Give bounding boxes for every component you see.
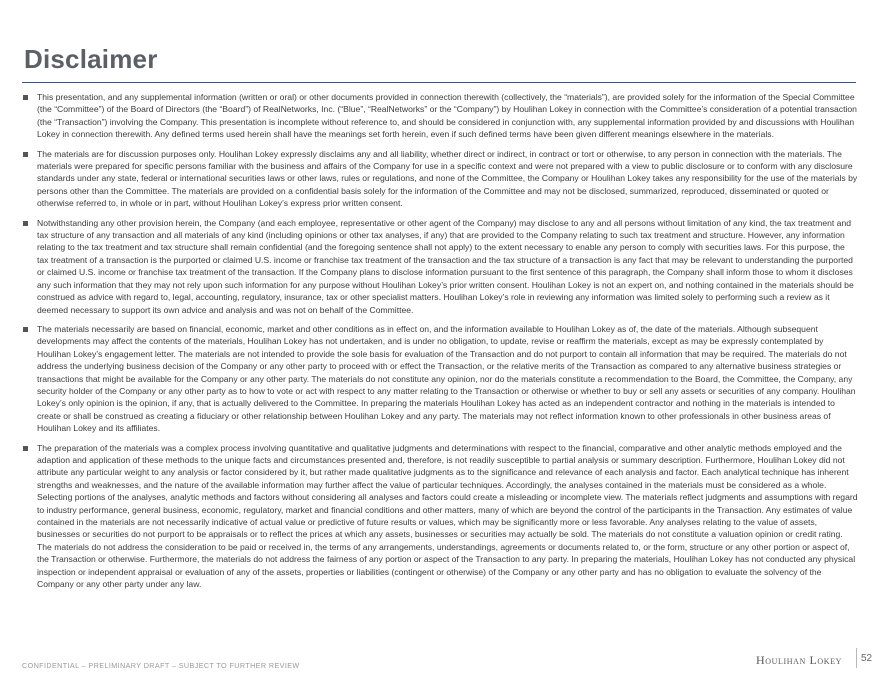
square-bullet-icon	[23, 152, 28, 157]
paragraph-text: Notwithstanding any other provision herein, the Company (and each employee, representative or other agent of the Company) may disclose to any and all persons without limitation of any kind, the tax treatment and tax structure of any transaction and all materials of any kind (including opinions or other tax analyses, if any) that are provided to the Company relating to such tax treatment and structure. However, any information relating to the tax treatment and tax structure shall remain confidential (and the foregoing sentence shall not apply) to the extent necessary to enable any person to comply with securities laws. For this purpose, the tax treatment of a transaction is the purported or claimed U.S. income or franchise tax treatment of the transaction and the tax structure of a transaction is any fact that may be relevant to understanding the purported or claimed U.S. income or franchise tax treatment of the transaction. If the Company plans to disclose information pursuant to the first sentence of this paragraph, the Company shall inform those to whom it discloses any such information that they may not rely upon such information for any purpose without Houlihan Lokey’s prior written consent. Houlihan Lokey is not an expert on, and nothing contained in the materials should be construed as advice with regard to, legal, accounting, regulatory, insurance, tax or other specialist matters. Houlihan Lokey’s role in reviewing any information was limited solely to performing such a review as it deemed necessary to support its own advice and analysis and was not on behalf of the Committee.	[37, 217, 854, 315]
disclaimer-paragraph	[22, 217, 858, 316]
disclaimer-body	[22, 91, 858, 597]
confidential-notice: CONFIDENTIAL – PRELIMINARY DRAFT – SUBJECT TO FURTHER REVIEW	[22, 661, 300, 670]
page-number: 52	[861, 653, 873, 664]
footer-divider	[856, 648, 857, 668]
square-bullet-icon	[23, 221, 28, 226]
disclaimer-paragraph	[22, 91, 858, 141]
page-title: Disclaimer	[24, 44, 158, 74]
disclaimer-paragraph	[22, 148, 858, 210]
company-logo: Houlihan Lokey	[756, 653, 843, 667]
square-bullet-icon	[23, 327, 28, 332]
paragraph-text: This presentation, and any supplemental information (written or oral) or other documents provided in connection therewith (collectively, the “materials”), are provided solely for the information of the Special Committee (the “Committee”) of the Board of Directors (the “Board”) of RealNetworks, Inc. (“Blue”, “RealNetworks” or the “Company”) by Houlihan Lokey in connection with the Committee’s consideration of a potential transaction (the “Transaction”) involving the Company. This presentation is incomplete without reference to, and should be considered in conjunction with, any supplemental information provided by and discussions with Houlihan Lokey in connection therewith. Any defined terms used herein shall have the meanings set forth herein, even if such defined terms have been given different meanings elsewhere in the materials.	[37, 92, 857, 140]
paragraph-text: The materials necessarily are based on financial, economic, market and other conditions as in effect on, and the information available to Houlihan Lokey as of, the date of the materials. Although subsequent developments may affect the contents of the materials, Houlihan Lokey has not undertaken, and is under no obligation, to update, revise or reaffirm the materials, except as may be expressly contemplated by Houlihan Lokey’s engagement letter. The materials are not intended to provide the sole basis for evaluation of the Transaction and do not purport to contain all information that may be required. The materials do not address the underlying business decision of the Company or any other party to proceed with or effect the Transaction, or the relative merits of the Transaction as compared to any alternative business strategies or transactions that might be available for the Company or any other party. The materials do not constitute any opinion, nor do the materials constitute a recommendation to the Board, the Committee, the Company, any security holder of the Company or any other party as to how to vote or act with respect to any matter relating to the Transaction or otherwise or whether to buy or sell any assets or securities of any company. Houlihan Lokey’s only opinion is the opinion, if any, that is actually delivered to the Committee. In preparing the materials Houlihan Lokey has acted as an independent contractor and nothing in the materials is intended to create or shall be construed as creating a fiduciary or other relationship between Houlihan Lokey and any party. The materials may not reflect information known to other professionals in other business areas of Houlihan Lokey and its affiliates.	[37, 323, 856, 434]
paragraph-text: The preparation of the materials was a complex process involving quantitative and qualitative judgments and determinations with respect to the financial, comparative and other analytic methods employed and the adaption and application of these methods to the unique facts and circumstances presented and, therefore, is not readily susceptible to partial analysis or summary description. Furthermore, Houlihan Lokey did not attribute any particular weight to any analysis or factor considered by it, but rather made qualitative judgments as to the significance and relevance of each analysis and factor. Each analytical technique has inherent strengths and weaknesses, and the nature of the available information may further affect the value of particular techniques. Accordingly, the analyses contained in the materials must be considered as a whole. Selecting portions of the analyses, analytic methods and factors without considering all analyses and factors could create a misleading or incomplete view. The materials reflect judgments and assumptions with regard to industry performance, general business, economic, regulatory, market and financial conditions and other matters, many of which are beyond the control of the participants in the Transaction. Any estimates of value contained in the materials are not necessarily indicative of actual value or predictive of future results or values, which may be significantly more or less favorable. Any analyses relating to the value of assets, businesses or securities do not purport to be appraisals or to reflect the prices at which any assets, businesses or securities may actually be sold. The materials do not constitute a valuation opinion or credit rating. The materials do not address the consideration to be paid or received in, the terms of any arrangements, understandings, agreements or documents related to, or the form, structure or any other portion or aspect of, the Transaction or otherwise. Furthermore, the materials do not address the fairness of any portion or aspect of the Transaction to any party. In preparing the materials, Houlihan Lokey has not conducted any physical inspection or independent appraisal or evaluation of any of the assets, properties or liabilities (contingent or otherwise) of the Company or any other party and has no obligation to evaluate the solvency of the Company or any other party under any law.	[37, 442, 858, 590]
disclaimer-paragraph	[22, 442, 858, 591]
paragraph-text: The materials are for discussion purposes only. Houlihan Lokey expressly disclaims any and all liability, whether direct or indirect, in contract or tort or otherwise, to any person in connection with the materials. The materials were prepared for specific persons familiar with the business and affairs of the Company for use in a specific context and were not prepared with a view to public disclosure or to conform with any disclosure standards under any state, federal or international securities laws or other laws, rules or regulations, and none of the Committee, the Company or Houlihan Lokey takes any responsibility for the use of the materials by persons other than the Committee. The materials are provided on a confidential basis solely for the information of the Committee and may not be disclosed, summarized, reproduced, disseminated or quoted or otherwise referred to, in whole or in part, without Houlihan Lokey’s express prior written consent.	[37, 148, 858, 209]
title-divider	[22, 82, 856, 83]
square-bullet-icon	[23, 446, 28, 451]
square-bullet-icon	[23, 95, 28, 100]
disclaimer-paragraph	[22, 323, 858, 435]
